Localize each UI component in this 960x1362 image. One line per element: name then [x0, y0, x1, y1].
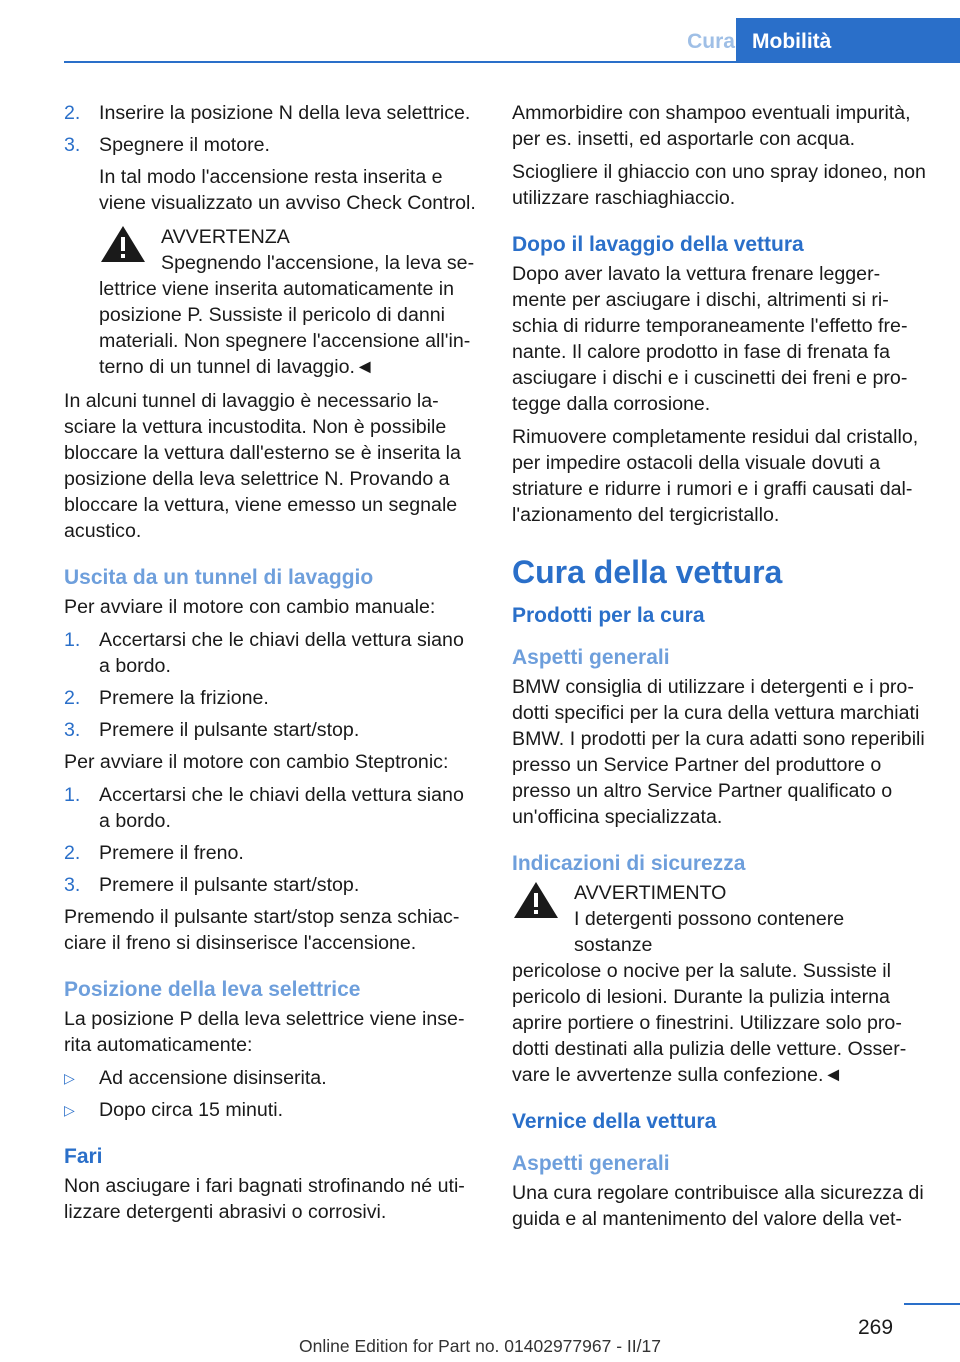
list-number: 3.: [64, 874, 81, 896]
paragraph: Una cura regolare contribuisce alla sicurezza di guida e al mantenimento del valore della vet-: [512, 1182, 924, 1230]
tab-mobilita-label: Mobilità: [752, 30, 832, 53]
paragraph: Sciogliere il ghiaccio con uno spray idoneo, non utilizzare raschiaghiaccio.: [512, 161, 926, 209]
triangle-bullet-icon: ▷: [64, 1102, 75, 1118]
heading-posizione: Posizione della leva selettrice: [64, 978, 361, 1001]
paragraph: Non asciugare i fari bagnati strofinando né utilizzare detergenti abrasivi o corrosivi.: [64, 1175, 465, 1223]
footer-rule: [904, 1303, 960, 1305]
paragraph: BMW consiglia di utilizzare i detergenti e i prodotti specifici per la cura della vettura marchiati BMW. I prodotti per la cura adatti sono reperibili presso un Service Partner del produttore o presso un altro Service Partner qualificato o un'officina specializzata.: [512, 676, 925, 828]
list-text: Ad accensione disinserita.: [99, 1067, 327, 1089]
list-text: Accertarsi che le chiavi della vettura siano a bordo.: [99, 629, 464, 677]
paragraph: In alcuni tunnel di lavaggio è necessario lasciare la vettura incustodita. Non è possibile bloccare la vettura dall'esterno se è inserita la posizione della leva selettrice N. Provando a bloccare la vettura, viene emesso un segnale acustico.: [64, 390, 461, 542]
warning-block: [64, 224, 478, 380]
list-note: In tal modo l'accensione resta inserita e viene visualizzato un avviso Check Control.: [99, 166, 476, 214]
list-number: 2.: [64, 842, 81, 864]
paragraph: Per avviare il motore con cambio Steptronic:: [64, 751, 449, 773]
list-item: [64, 100, 478, 126]
heading-dopo-lavaggio: Dopo il lavaggio della vettura: [512, 233, 804, 256]
header-rule: [64, 61, 960, 63]
heading-sicurezza: Indicazioni di sicurezza: [512, 852, 746, 875]
warning-lead: Spegnendo l'accensione, la leva se-: [161, 252, 475, 274]
heading-vernice: Vernice della vettura: [512, 1110, 717, 1133]
list-text: Inserire la posizione N della leva selettrice.: [99, 102, 471, 124]
heading-prodotti: Prodotti per la cura: [512, 604, 705, 627]
paragraph: Premendo il pulsante start/stop senza schiacciare il freno si disinserisce l'accensione.: [64, 906, 460, 954]
warning-title: AVVERTIMENTO: [574, 882, 727, 904]
warning-text: lettrice viene inserita automaticamente in posizione P. Sussiste il pericolo di danni materiali. Non spegnere l'accensione all'interno di un tunnel di lavaggio.◄: [99, 278, 471, 378]
list-text: Premere il pulsante start/stop.: [99, 874, 360, 896]
list-text: Premere la frizione.: [99, 687, 269, 709]
heading-uscita: Uscita da un tunnel di lavaggio: [64, 566, 374, 589]
list-number: 3.: [64, 719, 81, 741]
list-number: 1.: [64, 784, 81, 806]
list-text: Accertarsi che le chiavi della vettura siano a bordo.: [99, 784, 464, 832]
page-header: [0, 0, 960, 62]
list-text: Dopo circa 15 minuti.: [99, 1099, 284, 1121]
list-number: 3.: [64, 134, 81, 156]
list-item: [64, 685, 478, 711]
list-item: [64, 840, 478, 866]
list-text: Premere il freno.: [99, 842, 244, 864]
list-item: [64, 1065, 478, 1091]
paragraph: Rimuovere completamente residui dal cristallo, per impedire ostacoli della visuale dovuti a striature e ridurre i rumori e i graffi causati dall'azionamento del tergicristallo.: [512, 426, 919, 526]
list-item: [64, 717, 478, 743]
paragraph: Ammorbidire con shampoo eventuali impurità, per es. insetti, ed asportarle con acqua.: [512, 102, 911, 150]
list-text: Premere il pulsante start/stop.: [99, 719, 360, 741]
list-number: 2.: [64, 687, 81, 709]
list-item: [64, 1097, 478, 1123]
list-item: [64, 872, 478, 898]
warning-text: pericolose o nocive per la salute. Sussiste il pericolo di lesioni. Durante la pulizia interna aprire portiere o finestrini. Utilizzare solo prodotti destinati alla pulizia delle vetture. Osservare le avvertenze sulla confezione.◄: [512, 960, 907, 1086]
tab-cura[interactable]: Cura: [687, 30, 735, 53]
list-item: [64, 132, 478, 158]
heading-fari: Fari: [64, 1145, 103, 1168]
paragraph: Per avviare il motore con cambio manuale:: [64, 596, 436, 618]
right-column: [512, 100, 926, 1239]
heading-aspetti-generali: Aspetti generali: [512, 1152, 670, 1175]
warning-lead: I detergenti possono contenere sostanze: [574, 908, 845, 956]
list-item: [64, 627, 478, 679]
triangle-bullet-icon: ▷: [64, 1070, 75, 1086]
list-number: 1.: [64, 629, 81, 651]
warning-block: [512, 880, 926, 1088]
page-number: 269: [858, 1316, 894, 1339]
warning-title: AVVERTENZA: [161, 226, 290, 248]
list-text: Spegnere il motore.: [99, 134, 270, 156]
list-number: 2.: [64, 102, 81, 124]
list-item: [64, 782, 478, 834]
heading-cura-vettura: Cura della vettura: [512, 554, 783, 590]
heading-aspetti-generali: Aspetti generali: [512, 646, 670, 669]
left-column: [64, 100, 478, 1232]
paragraph: La posizione P della leva selettrice viene inserita automaticamente:: [64, 1008, 465, 1056]
edition-note: Online Edition for Part no. 01402977967 - II/17: [299, 1336, 661, 1356]
tab-mobilita[interactable]: [736, 18, 960, 62]
warning-triangle-icon: [512, 880, 560, 920]
warning-triangle-icon: [99, 224, 147, 264]
paragraph: Dopo aver lavato la vettura frenare leggermente per asciugare i dischi, altrimenti si rischia di ridurre temporaneamente l'effetto frenante. Il calore prodotto in fase di frenata fa asciugare i dischi e i cuscinetti dei freni e protegge dalla corrosione.: [512, 263, 908, 415]
